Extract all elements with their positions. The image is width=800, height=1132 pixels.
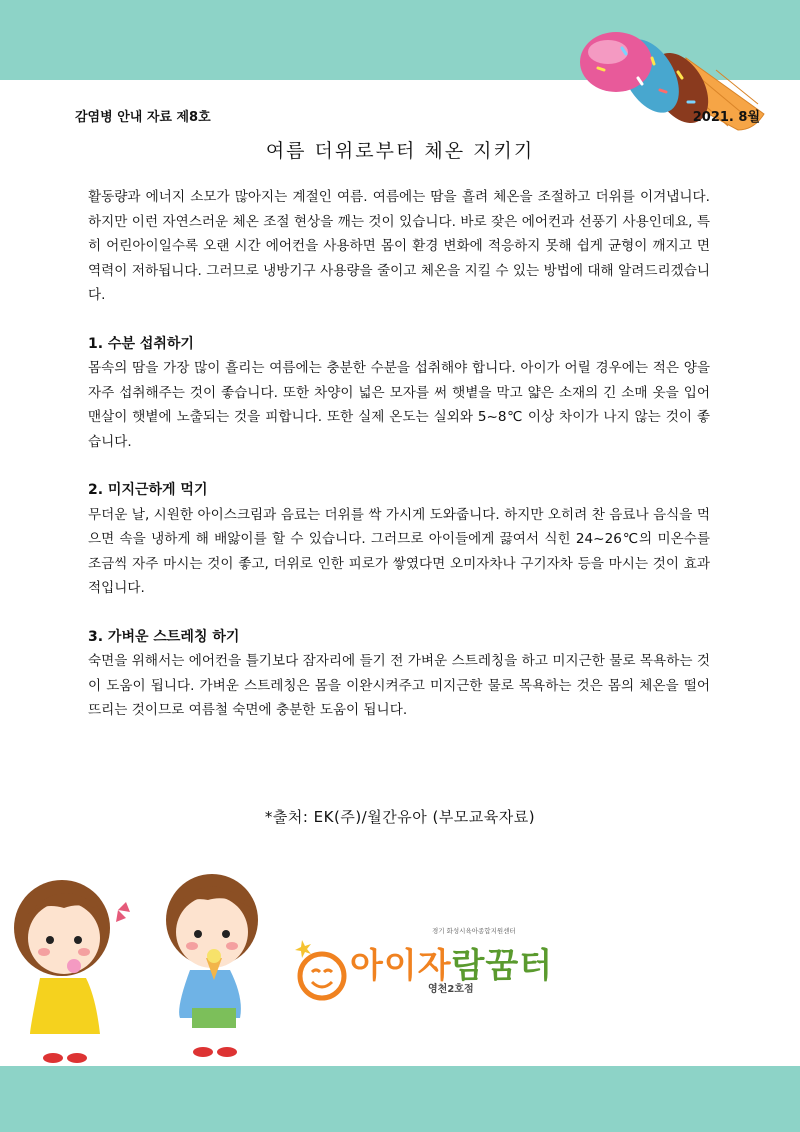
- logo-wordmark-green: 람꿈터: [451, 946, 554, 986]
- organization-name: 경기 화성시육아종합지원센터: [432, 927, 516, 935]
- source-citation: *출처: EK(주)/월간유아 (부모교육자료): [264, 808, 536, 826]
- document-date: 2021. 8월: [692, 110, 760, 125]
- section-hydration: [88, 332, 710, 455]
- section-body: 무더운 날, 시원한 아이스크림과 음료는 더위를 싹 가시게 도와줍니다. 하지만 오히려 찬 음료나 음식을 먹으면 속을 냉하게 해 배앓이를 할 수 있습니다. 그러므로 아이들에게 끓여서 식힌 24~26℃의 미온수를 조금씩 자주 마시는 것이 좋고, 더위로 인한 피로가 쌓였다면 오미자차나 구기자차 등을 마시는 것이 효과적입니다.: [88, 506, 710, 596]
- bottom-color-band: [0, 1066, 800, 1132]
- section-lukewarm: [88, 478, 710, 601]
- intro-paragraph: 활동량과 에너지 소모가 많아지는 계절인 여름. 여름에는 땀을 흘려 체온을 조절하고 더위를 이겨냅니다. 하지만 이런 자연스러운 체온 조절 현상을 깨는 것이 있습니다. 바로 잦은 에어컨과 선풍기 사용인데요, 특히 어린아이일수록 오랜 시간 에어컨을 사용하면 몸이 환경 변화에 적응하지 못해 쉽게 균형이 깨지고 면역력이 저하됩니다. 그러므로 냉방기구 사용량을 줄이고 체온을 지킬 수 있는 방법에 대해 알려드리겠습니다.: [88, 189, 710, 303]
- logo-wordmark-orange: 아이자: [350, 946, 452, 986]
- section-heading: 1. 수분 섭취하기: [88, 335, 194, 352]
- section-heading: 2. 미지근하게 먹기: [88, 482, 208, 498]
- section-stretching: [88, 625, 710, 723]
- children-eating-ice-cream-illustration: [0, 858, 280, 1068]
- section-body: 숙면을 위해서는 에어컨을 틀기보다 잠자리에 들기 전 가벼운 스트레칭을 하고 미지근한 물로 목욕하는 것이 도움이 됩니다. 가벼운 스트레칭은 몸을 이완시켜주고 미지근한 물로 목욕하는 것은 몸의 체온을 떨어뜨리는 것이므로 여름철 숙면에 충분한 도움이 됩니다.: [88, 653, 710, 718]
- page-title: 여름 더위로부터 체온 지키기: [265, 140, 535, 162]
- section-body: 몸속의 땀을 가장 많이 흘리는 여름에는 충분한 수분을 섭취해야 합니다. 아이가 어릴 경우에는 적은 양을 자주 섭취해주는 것이 좋습니다. 또한 차양이 넓은 모자를 써 햇볕을 막고 얇은 소재의 긴 소매 옷을 입어 맨살이 햇볕에 노출되는 것을 피합니다. 또한 실제 온도는 실외와 5~8℃ 이상 차이가 나지 않는 것이 좋습니다.: [88, 360, 710, 450]
- section-heading: 3. 가벼운 스트레칭 하기: [88, 628, 240, 645]
- branch-name: 영천2호점: [428, 984, 474, 995]
- center-logo: [292, 927, 554, 1006]
- smiley-face-icon: [292, 936, 350, 1002]
- document-number-label: 감염병 안내 자료 제8호: [75, 110, 211, 125]
- document-body: [88, 185, 710, 723]
